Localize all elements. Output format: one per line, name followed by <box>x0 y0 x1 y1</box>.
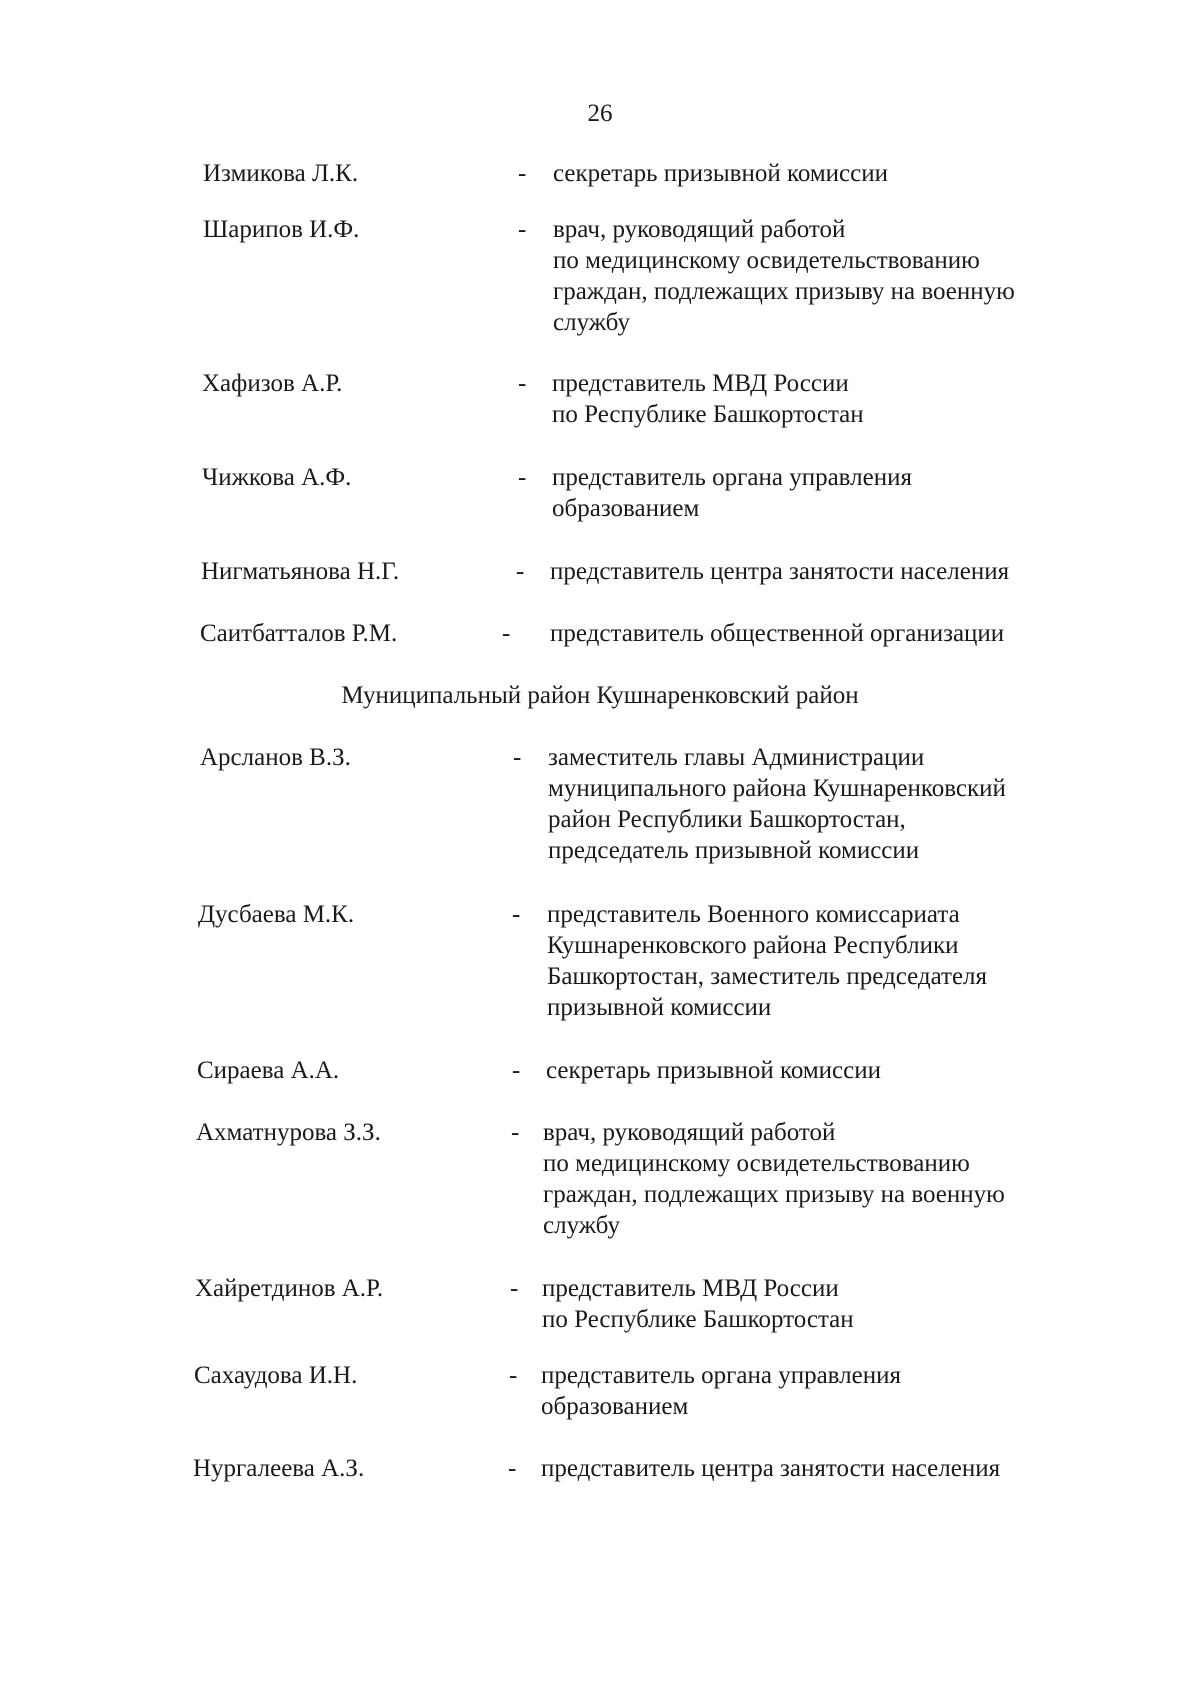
member-name: Хайретдинов А.Р. <box>195 1275 384 1302</box>
member-role: секретарь призывной комиссии <box>553 160 889 187</box>
dash-separator: - <box>518 160 527 187</box>
member-name: Арсланов В.З. <box>200 744 351 771</box>
member-role: представитель общественной организации <box>550 620 1005 647</box>
page-number: 26 <box>587 100 613 127</box>
member-name: Нигматьянова Н.Г. <box>201 558 400 585</box>
member-role: представитель органа управления образованием <box>552 464 912 522</box>
dash-separator: - <box>512 1057 521 1084</box>
member-role: секретарь призывной комиссии <box>546 1057 882 1084</box>
member-role: врач, руководящий работой по медицинскому освидетельствованию граждан, подлежащих призыву на военную службу <box>543 1119 1005 1239</box>
member-role: представитель органа управления образованием <box>541 1362 901 1420</box>
dash-separator: - <box>518 370 527 397</box>
member-name: Шарипов И.Ф. <box>203 216 360 243</box>
member-role: заместитель главы Администрации муниципального района Кушнаренковский район Республики Башкортостан, председатель призывной комиссии <box>548 744 1006 864</box>
member-role: представитель центра занятости населения <box>550 558 1010 585</box>
dash-separator: - <box>510 1275 519 1302</box>
dash-separator: - <box>508 1455 517 1482</box>
member-name: Сахаудова И.Н. <box>194 1362 358 1389</box>
dash-separator: - <box>502 620 511 647</box>
member-name: Измикова Л.К. <box>203 160 359 187</box>
section-heading: Муниципальный район Кушнаренковский район <box>341 682 859 709</box>
member-name: Чижкова А.Ф. <box>202 464 352 491</box>
dash-separator: - <box>516 558 525 585</box>
member-role: представитель центра занятости населения <box>541 1455 1001 1482</box>
member-name: Нургалеева А.З. <box>193 1455 365 1482</box>
member-role: представитель МВД России по Республике Башкортостан <box>552 370 864 428</box>
dash-separator: - <box>518 216 527 243</box>
member-name: Саитбатталов Р.М. <box>200 620 398 647</box>
dash-separator: - <box>509 1362 518 1389</box>
member-role: представитель Военного комиссариата Кушнаренковского района Республики Башкортостан, заместитель председателя призывной комиссии <box>547 901 988 1021</box>
dash-separator: - <box>513 744 522 771</box>
member-name: Дусбаева М.К. <box>198 901 355 928</box>
dash-separator: - <box>511 1119 520 1146</box>
dash-separator: - <box>518 464 527 491</box>
member-role: врач, руководящий работой по медицинскому освидетельствованию граждан, подлежащих призыву на военную службу <box>553 216 1015 336</box>
dash-separator: - <box>512 901 521 928</box>
member-name: Хафизов А.Р. <box>202 370 343 397</box>
member-name: Ахматнурова З.З. <box>196 1119 381 1146</box>
member-name: Сираева А.А. <box>197 1057 340 1084</box>
member-role: представитель МВД России по Республике Башкортостан <box>542 1275 854 1333</box>
